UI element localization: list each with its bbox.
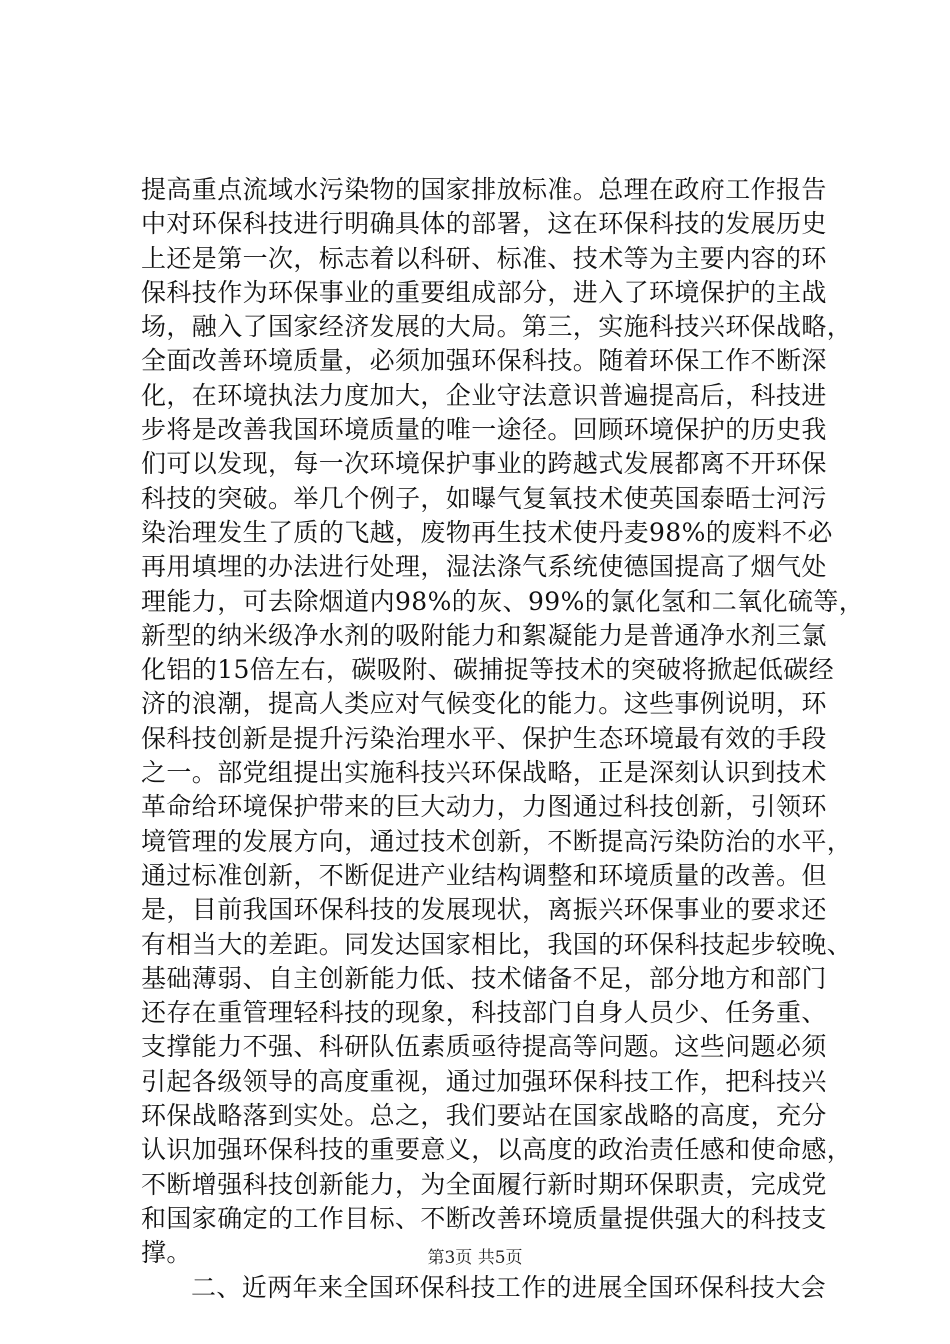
text-line: 中对环保科技进行明确具体的部署，这在环保科技的发展历史	[141, 209, 827, 239]
text-line: 全面改善环境质量，必须加强环保科技。随着环保工作不断深	[141, 346, 827, 376]
text-line: 还存在重管理轻科技的现象，科技部门自身人员少、任务重、	[141, 998, 827, 1028]
section-heading: 二、近两年来全国环保科技工作的进展全国环保科技大会	[191, 1272, 827, 1302]
text-line: 化铝的15倍左右，碳吸附、碳捕捉等技术的突破将掀起低碳经	[141, 655, 835, 685]
text-line: 通过标准创新，不断促进产业结构调整和环境质量的改善。但	[141, 860, 827, 890]
text-line: 染治理发生了质的飞越，废物再生技术使丹麦98%的废料不必	[141, 517, 833, 547]
text-line: 保科技作为环保事业的重要组成部分，进入了环境保护的主战	[141, 277, 827, 307]
text-line: 们可以发现，每一次环境保护事业的跨越式发展都离不开环保	[141, 449, 827, 479]
text-line: 新型的纳米级净水剂的吸附能力和絮凝能力是普通净水剂三氯	[141, 620, 827, 650]
text-line: 是，目前我国环保科技的发展现状，离振兴环保事业的要求还	[141, 895, 827, 925]
text-line: 支撑能力不强、科研队伍素质亟待提高等问题。这些问题必须	[141, 1032, 827, 1062]
text-line: 环保战略落到实处。总之，我们要站在国家战略的高度，充分	[141, 1101, 827, 1131]
text-line: 济的浪潮，提高人类应对气候变化的能力。这些事例说明，环	[141, 689, 827, 719]
text-line: 有相当大的差距。同发达国家相比，我国的环保科技起步较晚、	[141, 929, 853, 959]
text-line: 不断增强科技创新能力，为全面履行新时期环保职责，完成党	[141, 1169, 827, 1199]
text-line: 提高重点流域水污染物的国家排放标准。总理在政府工作报告	[141, 175, 827, 204]
text-line: 科技的突破。举几个例子，如曝气复氧技术使英国泰晤士河污	[141, 483, 827, 513]
text-line: 认识加强环保科技的重要意义，以高度的政治责任感和使命感，	[141, 1135, 853, 1165]
text-line: 和国家确定的工作目标、不断改善环境质量提供强大的科技支	[141, 1203, 827, 1233]
page-number-footer: 第3页 共5页	[427, 1248, 523, 1268]
text-line: 步将是改善我国环境质量的唯一途径。回顾环境保护的历史我	[141, 415, 827, 445]
text-line: 上还是第一次，标志着以科研、标准、技术等为主要内容的环	[141, 243, 827, 273]
text-line: 化，在环境执法力度加大，企业守法意识普遍提高后，科技进	[141, 380, 827, 410]
text-line: 境管理的发展方向，通过技术创新，不断提高污染防治的水平，	[141, 826, 853, 856]
text-line: 之一。部党组提出实施科技兴环保战略，正是深刻认识到技术	[141, 758, 827, 788]
text-line: 保科技创新是提升污染治理水平、保护生态环境最有效的手段	[141, 723, 827, 753]
text-line: 撑。	[141, 1238, 192, 1268]
text-line: 场，融入了国家经济发展的大局。第三，实施科技兴环保战略，	[141, 312, 853, 342]
body-text	[141, 173, 865, 1305]
text-line: 再用填埋的办法进行处理，湿法涤气系统使德国提高了烟气处	[141, 552, 827, 582]
text-line: 理能力，可去除烟道内98%的灰、99%的氯化氢和二氧化硫等，	[141, 586, 865, 616]
text-line: 革命给环境保护带来的巨大动力，力图通过科技创新，引领环	[141, 792, 827, 822]
text-line: 引起各级领导的高度重视，通过加强环保科技工作，把科技兴	[141, 1066, 827, 1096]
text-line: 基础薄弱、自主创新能力低、技术储备不足，部分地方和部门	[141, 963, 827, 993]
